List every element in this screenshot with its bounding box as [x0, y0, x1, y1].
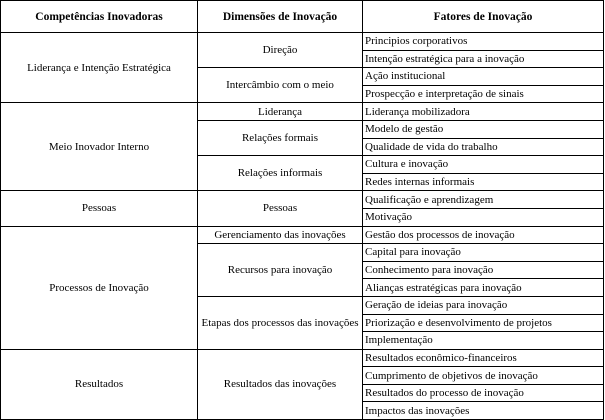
fator-cell: Cumprimento de objetivos de inovação	[363, 367, 604, 385]
fator-cell: Resultados do processo de inovação	[363, 384, 604, 402]
fator-cell: Redes internas informais	[363, 173, 604, 191]
fator-cell: Alianças estratégicas para inovação	[363, 279, 604, 297]
fator-cell: Resultados econômico-financeiros	[363, 349, 604, 367]
fator-cell: Modelo de gestão	[363, 120, 604, 138]
fator-cell: Prospecção e interpretação de sinais	[363, 85, 604, 103]
competencia-cell: Liderança e Intenção Estratégica	[1, 33, 198, 103]
fator-cell: Implementação	[363, 332, 604, 350]
fator-cell: Principios corporativos	[363, 33, 604, 51]
dimensao-cell: Resultados das inovações	[198, 349, 363, 419]
competencia-cell: Meio Inovador Interno	[1, 103, 198, 191]
competencia-cell: Pessoas	[1, 191, 198, 226]
dimensao-cell: Relações informais	[198, 156, 363, 191]
dimensao-cell: Direção	[198, 33, 363, 68]
header-fatores: Fatores de Inovação	[363, 1, 604, 33]
fator-cell: Intenção estratégica para a inovação	[363, 50, 604, 68]
fator-cell: Geração de ideias para inovação	[363, 296, 604, 314]
table-row	[1, 349, 604, 367]
table-row	[1, 191, 604, 209]
dimensao-cell: Intercâmbio com o meio	[198, 68, 363, 103]
header-competencias: Competências Inovadoras	[1, 1, 198, 33]
table-row	[1, 103, 604, 121]
dimensao-cell: Etapas dos processos das inovações	[198, 296, 363, 349]
dimensao-cell: Liderança	[198, 103, 363, 121]
fator-cell: Gestão dos processos de inovação	[363, 226, 604, 244]
header-row	[1, 1, 604, 33]
fator-cell: Priorização e desenvolvimento de projetos	[363, 314, 604, 332]
dimensao-cell: Recursos para inovação	[198, 244, 363, 297]
fator-cell: Qualificação e aprendizagem	[363, 191, 604, 209]
table-row	[1, 33, 604, 51]
dimensao-cell: Pessoas	[198, 191, 363, 226]
fator-cell: Ação institucional	[363, 68, 604, 86]
dimensao-cell: Relações formais	[198, 120, 363, 155]
fator-cell: Motivação	[363, 208, 604, 226]
header-dimensoes: Dimensões de Inovação	[198, 1, 363, 33]
dimensao-cell: Gerenciamento das inovações	[198, 226, 363, 244]
table-body	[1, 33, 604, 420]
fator-cell: Qualidade de vida do trabalho	[363, 138, 604, 156]
fator-cell: Cultura e inovação	[363, 156, 604, 174]
fator-cell: Impactos das inovações	[363, 402, 604, 420]
competencia-cell: Resultados	[1, 349, 198, 419]
fator-cell: Liderança mobilizadora	[363, 103, 604, 121]
competencia-cell: Processos de Inovação	[1, 226, 198, 349]
table-row	[1, 226, 604, 244]
fator-cell: Capital para inovação	[363, 244, 604, 262]
fator-cell: Conhecimento para inovação	[363, 261, 604, 279]
